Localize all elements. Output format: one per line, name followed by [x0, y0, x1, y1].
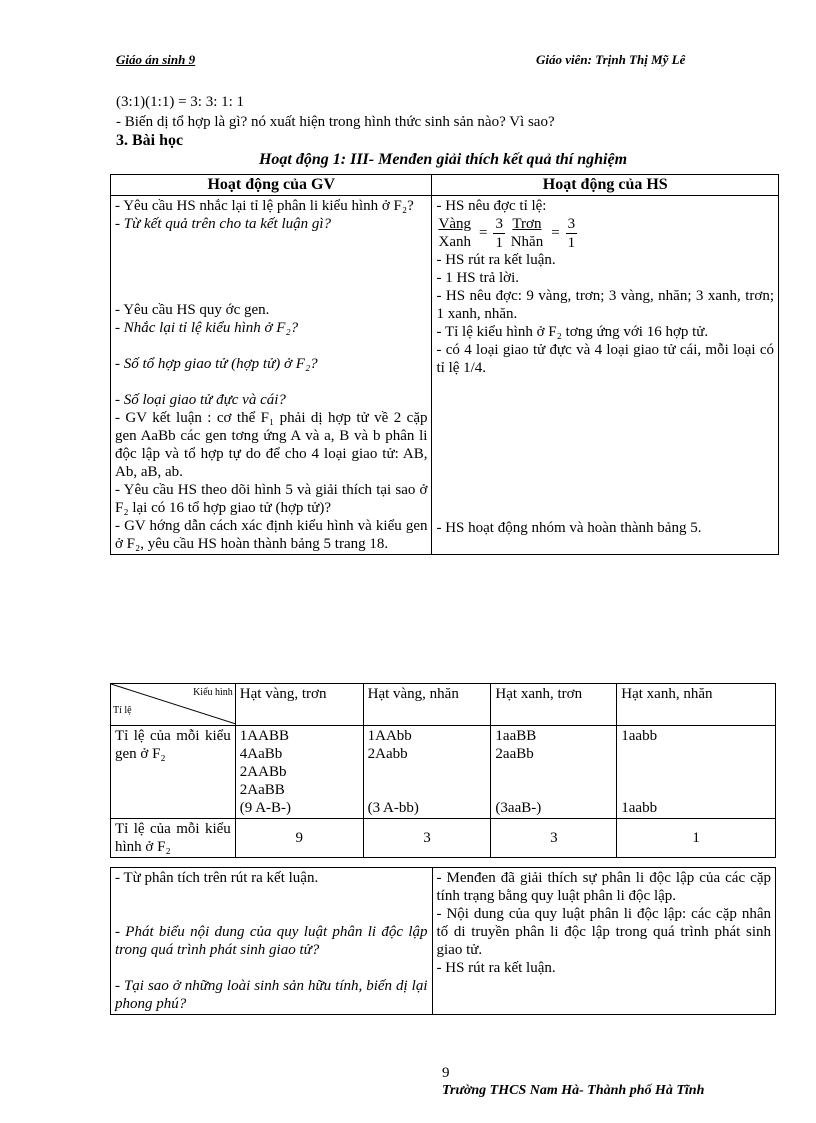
gv-item: - GV kết luận : cơ thể F₁ phải dị hợp tử về 2 cặp gen AaBb các gen tơng ứng A và a, B và b phân li độc lập và tổ hợp tự do để cho 4 loại giao tử: AB, Ab, aB, ab.: [115, 410, 428, 480]
intro-line-2: - Biến dị tổ hợp là gì? nó xuất hiện trong hình thức sinh sản nào? Vì sao?: [116, 114, 555, 130]
hs-item: - Tỉ lệ kiểu hình ở F₂ tơng ứng với 16 hợp tử.: [436, 324, 709, 340]
row-label: Tỉ lệ của mỗi kiểu hình ở F₂: [111, 819, 236, 858]
genotype-cell: 1aaBB 2aaBb (3aaB-): [491, 726, 617, 819]
activity-table: [110, 174, 779, 555]
gv-item: - Yêu cầu HS nhắc lại tỉ lệ phân li kiểu hình ở F₂?: [115, 198, 414, 214]
genotype-cell: 1AAbb 2Aabb (3 A-bb): [363, 726, 491, 819]
fraction-shape: $\frac{\text{Trơn}}{\text{Nhăn}}$ = $\frac{3}{1}$: [510, 215, 576, 251]
gv-item: - Yêu cầu HS quy ớc gen.: [115, 302, 270, 318]
activity-title: Hoạt động 1: III- Menđen giải thích kết quả thí nghiệm: [258, 151, 628, 168]
gv-item: - GV hớng dẫn cách xác định kiểu hình và kiểu gen ở F₂, yêu cầu HS hoàn thành bảng 5 trang 18.: [115, 518, 428, 552]
ratio-cell: 1: [617, 819, 776, 858]
ratio-cell: 9: [235, 819, 363, 858]
corner-bottom: Tỉ lệ: [113, 705, 132, 716]
hs-item: - HS rút ra kết luận.: [436, 252, 556, 268]
genotype-table: [110, 683, 776, 858]
gv-item: - Yêu cầu HS theo dõi hình 5 và giải thích tại sao ở F₂ lại có 16 tổ hợp giao tử (hợp tử)?: [115, 482, 428, 516]
fraction-color: $\frac{\text{Vàng}}{\text{Xanh}}$ = $\frac{3}{1}$: [438, 215, 503, 251]
hs-item: - HS hoạt động nhóm và hoàn thành bảng 5.: [436, 520, 702, 536]
hs-item: - Nội dung của quy luật phân li độc lập: các cặp nhân tố di truyền phân li độc lập trong quá trình phát sinh giao tử.: [436, 906, 771, 958]
gv-item: - Từ kết quả trên cho ta kết luận gì?: [115, 216, 332, 232]
hs-column: [432, 196, 779, 555]
page-number: 9: [442, 1065, 450, 1081]
corner-top: Kiểu hình: [193, 687, 233, 698]
header-left: Giáo án sinh 9: [116, 52, 196, 67]
hs-item: - 1 HS trả lời.: [436, 270, 519, 286]
hs-item: - HS nêu đợc: 9 vàng, trơn; 3 vàng, nhăn; 3 xanh, trơn; 1 xanh, nhăn.: [436, 288, 774, 322]
gv-item: - Số loại giao tử đực và cái?: [115, 392, 286, 408]
hs-item: - HS nêu đợc tỉ lệ:: [436, 198, 547, 214]
header-right: Giáo viên: Trịnh Thị Mỹ Lê: [536, 52, 686, 67]
gv-column: [111, 196, 432, 555]
genotype-cell: 1aabb 1aabb: [617, 726, 776, 819]
head-hs: Hoạt động của HS: [432, 175, 779, 196]
head-gv: Hoạt động của GV: [111, 175, 432, 196]
hs-item: - Menđen đã giải thích sự phân li độc lập của các cặp tính trạng bằng quy luật phân li độc lập.: [436, 870, 771, 904]
gv-item: - Nhắc lại tỉ lệ kiểu hình ở F₂?: [115, 320, 299, 336]
col-header: Hạt xanh, trơn: [491, 684, 617, 726]
ratio-cell: 3: [363, 819, 491, 858]
conclusion-table: [110, 867, 776, 1015]
hs-item: - HS rút ra kết luận.: [436, 960, 556, 976]
ratio-cell: 3: [491, 819, 617, 858]
gv-item: - Tại sao ở những loài sinh sản hữu tính, biến dị lại phong phú?: [115, 978, 428, 1012]
gv-item: - Từ phân tích trên rút ra kết luận.: [115, 870, 319, 886]
gv-item: - Phát biểu nội dung của quy luật phân li độc lập trong quá trình phát sinh giao tử?: [115, 924, 428, 958]
genotype-cell: 1AABB 4AaBb 2AABb 2AaBB (9 A-B-): [235, 726, 363, 819]
col-header: Hạt vàng, trơn: [235, 684, 363, 726]
col-header: Hạt xanh, nhăn: [617, 684, 776, 726]
hs-item: - có 4 loại giao tử đực và 4 loại giao tử cái, mỗi loại có tỉ lệ 1/4.: [436, 342, 774, 376]
gv-item: - Số tổ hợp giao tử (hợp tử) ở F₂?: [115, 356, 318, 372]
section-title: 3. Bài học: [116, 132, 184, 149]
intro-line-1: (3:1)(1:1) = 3: 3: 1: 1: [116, 94, 245, 110]
row-label: Tỉ lệ của mỗi kiểu gen ở F₂: [111, 726, 236, 819]
col-header: Hạt vàng, nhăn: [363, 684, 491, 726]
footer-school: Trường THCS Nam Hà- Thành phố Hà Tĩnh: [442, 1083, 705, 1098]
hs-column: [432, 868, 776, 1015]
corner-cell: [111, 684, 236, 726]
gv-column: [111, 868, 433, 1015]
